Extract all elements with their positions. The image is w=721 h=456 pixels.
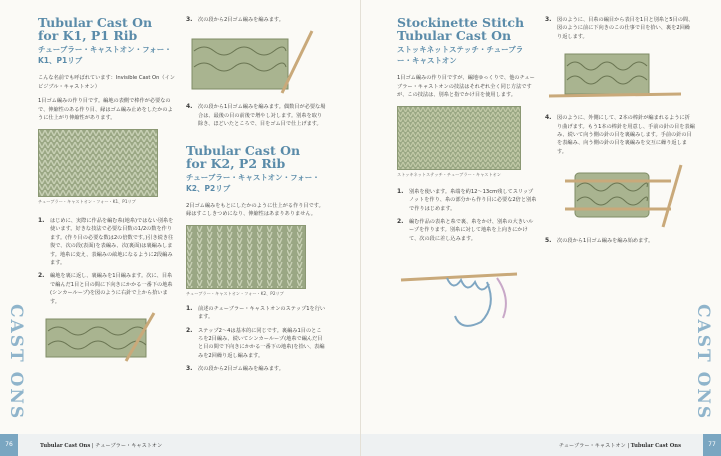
footer-title: Tubular Cast Ons <box>630 443 681 449</box>
step-text: 次の段から2目ゴム編みを編みます。 <box>198 17 284 23</box>
step-item <box>545 237 695 245</box>
step-number: 3. <box>186 16 193 23</box>
left-column-2 <box>186 16 326 379</box>
intro-text: こんな名前でも呼ばれています：Invisible Cast On（インビジブル・キャストオン） <box>38 75 175 90</box>
step-text: はじめに、実際に作品を編む糸(地糸)ではない別糸を使います。好きな技法で必要な目数の1/2の数を作ります。(作り目の必要な数は2の倍数です。)引き続き往復で、次の段(表面)を表編み、次(裏面)は裏編みします。地糸に変え、表編みの畝地になるように2段編みます。 <box>50 217 174 266</box>
knit-swatch-photo <box>186 225 306 289</box>
step-text: 図のように、目糸の編目から表目を1目と別糸と5目の間、図のように前に下向きのこの仕事で目を拾い、裏を2回繰り返します。 <box>557 17 694 40</box>
side-tab-label: CAST ONS <box>693 303 713 420</box>
step-text: 別糸を使います。糸端を約12～13cm残してスリップノットを作り、糸の部分から作り目に必要な2倍と別糸で作りはじめます。 <box>409 188 537 212</box>
step-item <box>186 16 326 24</box>
section-title: Tubular Cast On <box>186 142 301 158</box>
step-text: 図のように、外側にして、2本の棒針が編まれるように折り曲げます。もう1本の棒針を用意し、手前の針の目を表編み、続いて向う側の針の目を裏編みします。手前の針の目を表編み、向う側の針の目を裏編みを交互に繰り返します。 <box>557 115 695 155</box>
section-title: for K1, P1 Rib <box>38 28 138 43</box>
right-page <box>361 0 721 456</box>
step-item <box>186 305 326 322</box>
section-title: for K2, P2 Rib <box>186 155 286 171</box>
right-column-1 <box>397 16 537 330</box>
step-text: 次の段から1目ゴム編みを編みます。偶数目が必要な場合は、最後の目の前後で増やし対します。別糸を取り除き、ほどいたところで、目をゴム目で仕上げます。 <box>198 104 326 128</box>
knitting-illustration <box>397 248 527 330</box>
intro-text: 1目ゴム編みの作り目ですが、編地ゆっくりで、他のチューブラー・キャストオンの技法はそれぞれ全く同じ方法ですが、この技法は、別糸と指でかけ目を使用します。 <box>397 75 535 99</box>
step-number: 1. <box>186 304 193 312</box>
step-number: 3. <box>545 16 552 23</box>
photo-caption: ストッキネットステッチ・チューブラー・キャストオン <box>397 171 501 177</box>
step-number: 4. <box>186 103 193 111</box>
step-number: 3. <box>186 365 193 373</box>
knit-swatch-photo <box>38 129 158 197</box>
footer-title-jp: チューブラー・キャストオン <box>558 443 626 449</box>
section-title: Stockinette Stitch <box>397 15 525 30</box>
side-tab-label: CAST ONS <box>6 303 26 420</box>
knit-swatch-photo <box>397 106 521 170</box>
step-item <box>545 16 695 41</box>
left-page <box>0 0 360 456</box>
page-number: 77 <box>703 434 721 456</box>
step-item <box>186 103 326 128</box>
footer-running-title: Tubular Cast Ons | チューブラー・キャストオン <box>40 443 163 449</box>
step-text: 編地を裏に返し、裏編みを1目編みます。次に、目糸で編んだ1目と目の間に下向きにかかる一番下の地糸(シンカーループ)を図のように右針で上から拾います。 <box>50 273 173 305</box>
section-title-jp: チューブラー・キャストオン・フォー・K2、P2リブ <box>186 172 320 193</box>
footer-running-title: チューブラー・キャストオン | Tubular Cast Ons <box>558 443 681 449</box>
step-item <box>397 218 537 243</box>
intro-text: 1目ゴム編みの作り目です。編地の表側で棒作が必要なので、伸縮性のある作り目、縁はゴム編み止めをしたかのように仕上がり伸縮性があります。 <box>38 98 173 122</box>
section-title-jp: ストッキネットステッチ・チューブラー・キャストオン <box>397 45 524 65</box>
step-number: 1. <box>38 216 45 224</box>
intro-text: 2目ゴム編みをもとにしたかのように仕上がる作り目です。縁はすこしきつめになり、伸縮性はあまりありません。 <box>186 202 324 218</box>
step-item <box>186 365 326 373</box>
knitting-illustration <box>545 46 685 106</box>
step-text: ステップ2～4は基本的に同じです。裏編み1目のところを2目編み、続いてシンカーループ(地糸で編んだ目と目の間で下向きにかかる一番下の地糸)を拾い、表編みを2回繰り返し編みます。 <box>198 327 325 359</box>
footer-title-jp: チューブラー・キャストオン <box>95 443 163 449</box>
footer-title: Tubular Cast Ons <box>40 443 91 449</box>
step-text: 編む作品の表糸と糸で裏、糸をかけ、別糸の大きいループを作ります。別糸に対して地糸を上向きにかけて、次の段に差し込みます。 <box>409 219 534 242</box>
step-number: 1. <box>397 187 404 195</box>
step-number: 4. <box>545 114 552 122</box>
right-column-2 <box>545 16 695 251</box>
section-title: Tubular Cast On <box>38 15 153 30</box>
section-title: Tubular Cast On <box>397 28 512 43</box>
step-number: 5. <box>545 237 552 245</box>
photo-caption: チューブラー・キャストオン・フォー・K1、P1リブ <box>38 198 136 204</box>
step-text: 前述のチューブラー・キャストオンのステップ1を行います。 <box>198 305 326 321</box>
page-number: 76 <box>0 434 18 456</box>
left-column-1 <box>38 16 176 369</box>
step-item <box>397 188 537 213</box>
step-item <box>545 114 695 156</box>
photo-caption: チューブラー・キャストオン・フォー・K2、P2リブ <box>186 290 284 296</box>
knitting-illustration <box>545 161 685 231</box>
knitting-illustration <box>186 29 314 95</box>
step-text: 次の段から2目ゴム編みを編みます。 <box>198 366 284 373</box>
step-item <box>38 272 176 306</box>
step-text: 次の段から1目ゴム編みを編み始めます。 <box>557 238 654 245</box>
step-number: 2. <box>397 218 404 225</box>
step-item <box>186 327 326 361</box>
step-number: 2. <box>186 326 193 334</box>
step-number: 2. <box>38 272 45 280</box>
step-item <box>38 217 176 267</box>
knitting-illustration <box>38 311 156 369</box>
section-title-jp: チューブラー・キャストオン・フォー・K1、P1リブ <box>38 45 172 65</box>
